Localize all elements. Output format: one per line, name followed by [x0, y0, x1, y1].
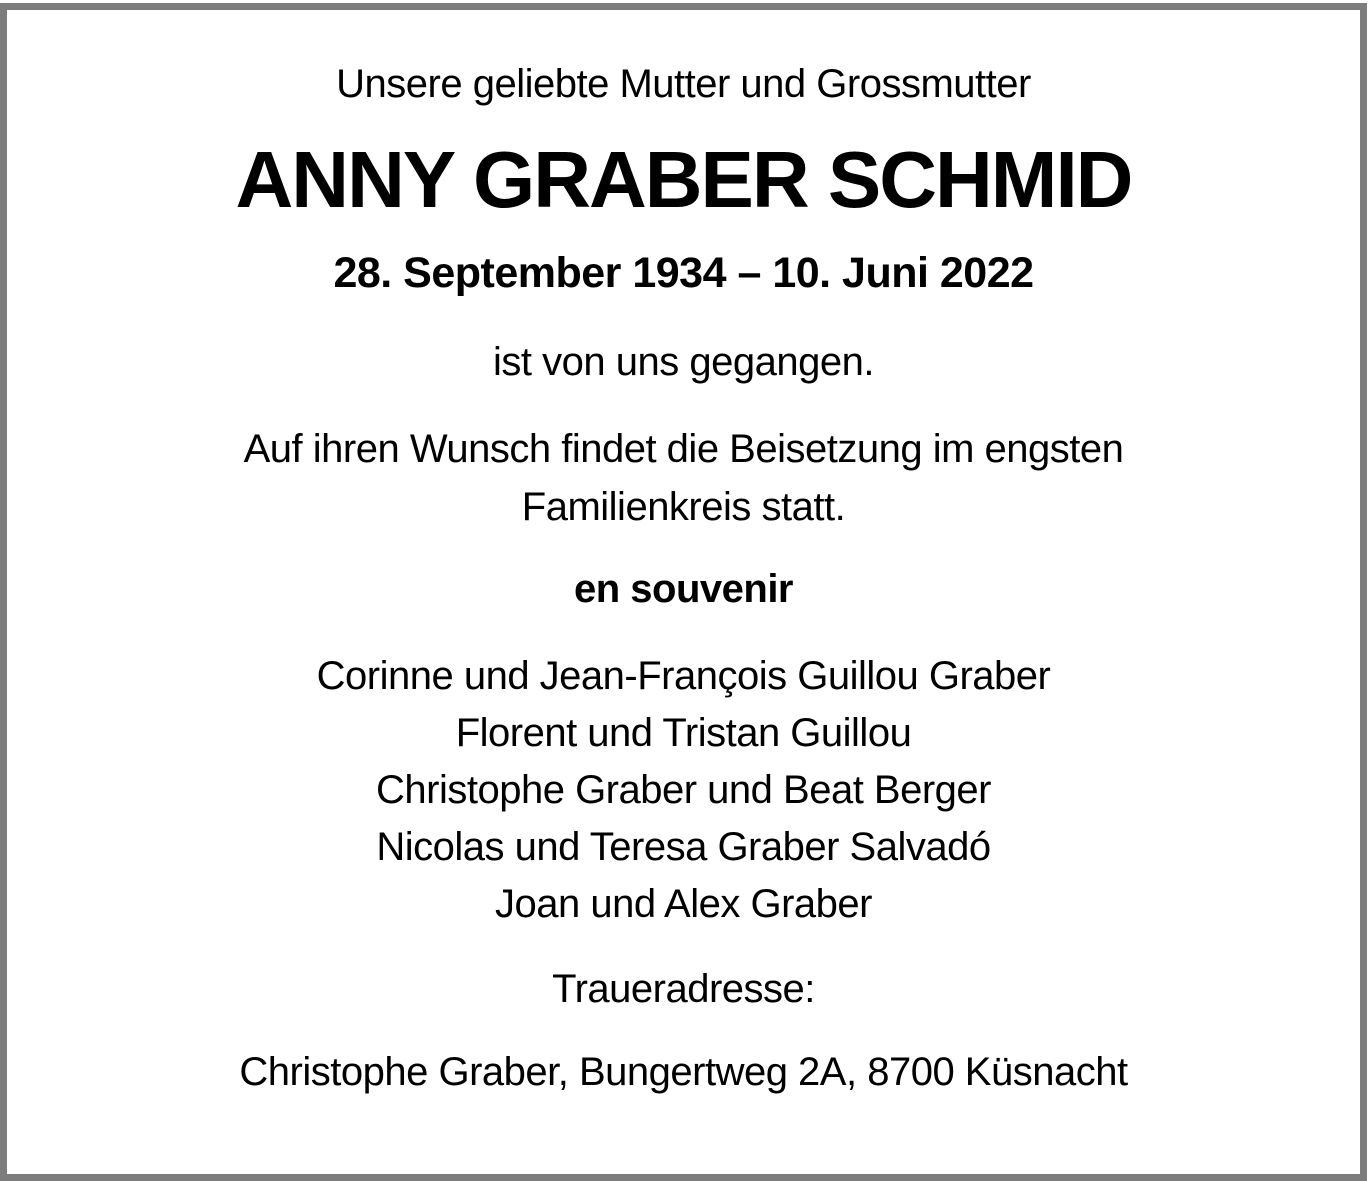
family-member-line: Nicolas und Teresa Graber Salvadó	[376, 825, 991, 870]
intro-line: Unsere geliebte Mutter und Grossmutter	[336, 62, 1031, 106]
family-member-line: Corinne und Jean-François Guillou Graber	[316, 653, 1051, 698]
family-member-line: Florent und Tristan Guillou	[455, 710, 912, 755]
family-list	[7, 648, 1360, 934]
deceased-name-heading: ANNY GRABER SCHMID	[235, 135, 1132, 224]
passing-statement: ist von uns gegangen.	[493, 339, 874, 384]
mourning-address-label: Traueradresse:	[552, 966, 815, 1011]
funeral-note: Auf ihren Wunsch findet die Beisetzung im engsten Familienkreis statt.	[243, 426, 1124, 529]
memorial-phrase: en souvenir	[573, 566, 793, 611]
obituary-notice-frame	[0, 3, 1367, 1181]
family-member-line: Joan und Alex Graber	[495, 882, 872, 927]
obituary-content	[7, 10, 1360, 1096]
birth-death-dates: 28. September 1934 – 10. Juni 2022	[333, 249, 1034, 297]
mourning-address: Christophe Graber, Bungertweg 2A, 8700 Küsnacht	[239, 1049, 1128, 1094]
family-member-line: Christophe Graber und Beat Berger	[376, 767, 991, 812]
